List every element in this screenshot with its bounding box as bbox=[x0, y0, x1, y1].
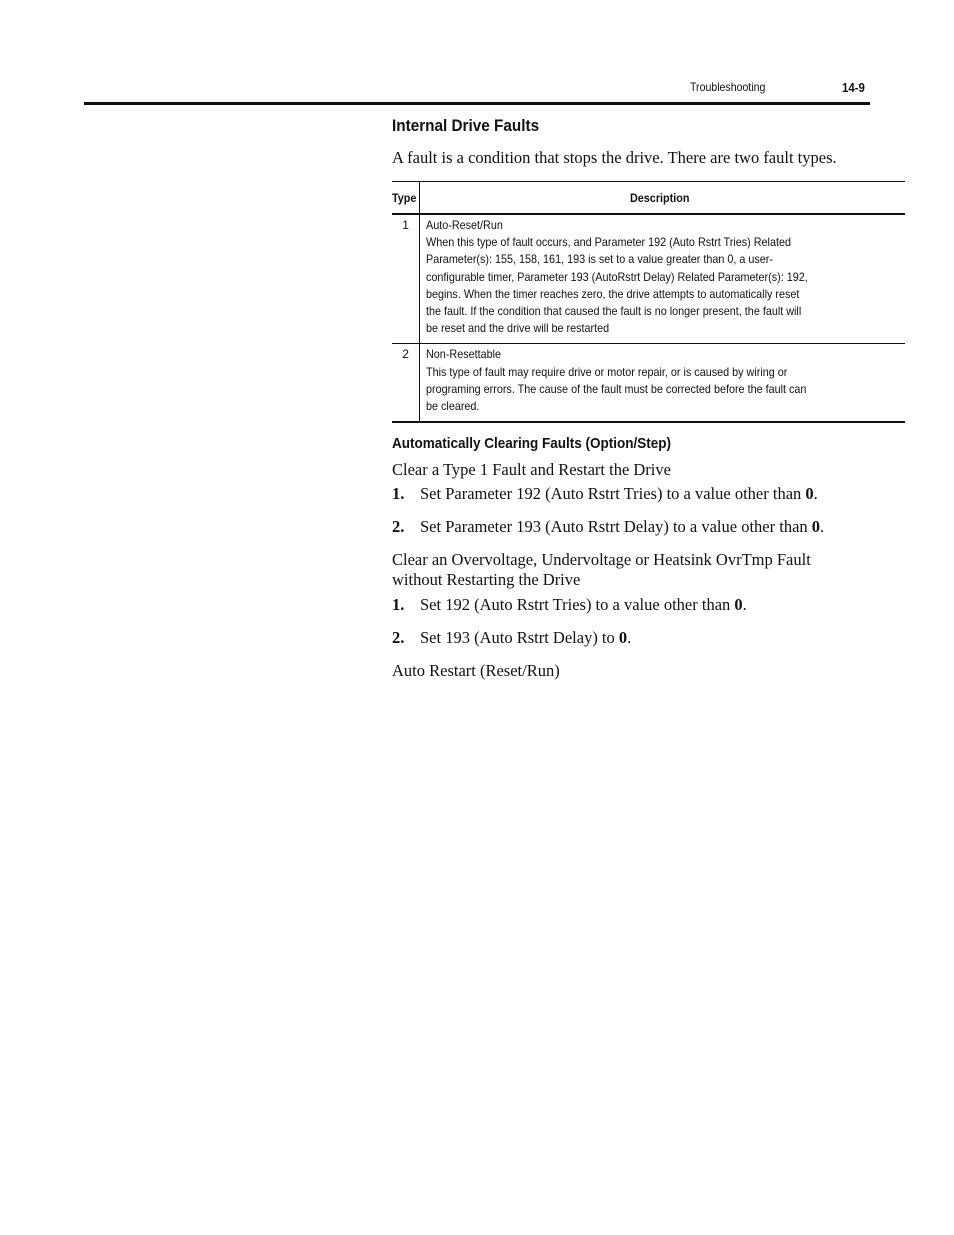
table-header-row bbox=[392, 182, 905, 215]
fault-title: Auto-Reset/Run bbox=[426, 218, 503, 232]
column-header-description: Description bbox=[420, 182, 906, 215]
table-row bbox=[392, 214, 905, 344]
fault-type-cell: 2 bbox=[392, 344, 420, 422]
description-line: begins. When the timer reaches zero, the drive attempts to automatically reset bbox=[426, 286, 800, 301]
fault-type-cell: 1 bbox=[392, 214, 420, 344]
description-line: When this type of fault occurs, and Parameter 192 (Auto Rstrt Tries) Related bbox=[426, 235, 792, 250]
step-text: Set 193 (Auto Rstrt Delay) to bbox=[420, 628, 619, 647]
procedure-title: Clear a Type 1 Fault and Restart the Drive bbox=[392, 460, 671, 479]
step-text: Set Parameter 192 (Auto Rstrt Tries) to a value other than bbox=[420, 484, 806, 503]
running-header-section: Troubleshooting bbox=[690, 80, 766, 94]
table-row bbox=[392, 344, 905, 422]
description-line: be cleared. bbox=[426, 399, 480, 414]
procedure-title: Clear an Overvoltage, Undervoltage or Heatsink OvrTmp Fault without Restarting the Drive bbox=[392, 550, 811, 589]
step-number: 2. bbox=[392, 517, 405, 536]
step-number: 1. bbox=[392, 484, 405, 503]
header-rule bbox=[84, 102, 870, 105]
column-header-type: Type bbox=[392, 182, 420, 215]
fault-description-cell bbox=[420, 344, 906, 422]
list-item bbox=[392, 595, 747, 615]
description-line: Parameter(s): 155, 158, 161, 193 is set to a value greater than 0, a user- bbox=[426, 252, 774, 267]
step-value: 0 bbox=[734, 595, 743, 614]
list-item bbox=[392, 628, 631, 648]
intro-paragraph: A fault is a condition that stops the drive. There are two fault types. bbox=[392, 148, 837, 167]
description-line: configurable timer, Parameter 193 (AutoRstrt Delay) Related Parameter(s): 192, bbox=[426, 269, 808, 284]
step-value: 0 bbox=[811, 517, 821, 536]
step-end: . bbox=[742, 595, 747, 614]
fault-title: Non-Resettable bbox=[426, 347, 502, 362]
step-number: 1. bbox=[392, 595, 405, 614]
step-end: . bbox=[813, 484, 818, 503]
description-line: programing errors. The cause of the fault must be corrected before the fault can bbox=[426, 381, 807, 396]
fault-types-table bbox=[392, 181, 905, 423]
list-item bbox=[392, 484, 818, 504]
step-number: 2. bbox=[392, 628, 405, 647]
description-line: This type of fault may require drive or motor repair, or is caused by wiring or bbox=[426, 364, 788, 379]
step-end: . bbox=[627, 628, 632, 647]
step-text: Set 192 (Auto Rstrt Tries) to a value other than bbox=[420, 595, 735, 614]
list-item bbox=[392, 517, 824, 537]
subsection-heading: Automatically Clearing Faults (Option/Step) bbox=[392, 435, 672, 452]
page-number: 14-9 bbox=[842, 80, 865, 95]
step-end: . bbox=[820, 517, 825, 536]
step-text: Set Parameter 193 (Auto Rstrt Delay) to a value other than bbox=[420, 517, 812, 536]
description-line: be reset and the drive will be restarted bbox=[426, 321, 610, 336]
step-value: 0 bbox=[618, 628, 628, 647]
step-value: 0 bbox=[805, 484, 814, 503]
section-heading: Internal Drive Faults bbox=[392, 116, 540, 135]
description-line: the fault. If the condition that caused the fault is no longer present, the fault will bbox=[426, 304, 802, 319]
closing-text: Auto Restart (Reset/Run) bbox=[392, 661, 560, 680]
fault-description-cell bbox=[420, 214, 906, 344]
